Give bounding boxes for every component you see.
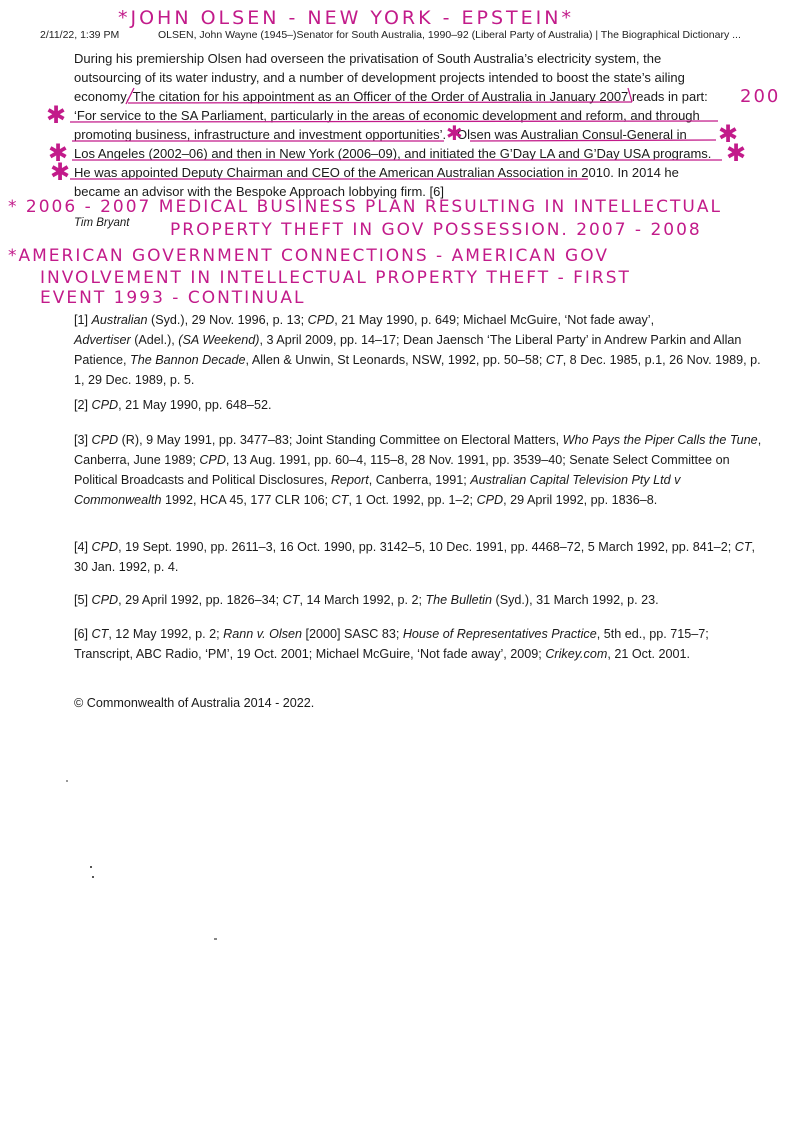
ref-text: , 19 Sept. 1990, pp. 2611–3, 16 Oct. 1990, pp. 3142–5, 10 Dec. 1991, pp. 4468–72, 5 March 1992, pp. 841–2;: [118, 540, 735, 554]
body-line-1: During his premiership Olsen had overseen the privatisation of South Australia’s electricity system, the: [74, 51, 662, 66]
ref-text: CPD: [476, 493, 504, 507]
scan-speck: [90, 866, 92, 868]
asterisk-mark: ✱: [718, 121, 739, 148]
underline: [128, 102, 632, 103]
ref-text: , 8 Dec. 1985, p.1, 26 Nov. 1989, p. 1, 29 Dec. 1989, p. 5.: [74, 353, 761, 387]
ref-text: , 14 March 1992, p. 2;: [299, 593, 426, 607]
ref-text: , 21 May 1990, pp. 648–52.: [118, 398, 272, 412]
asterisk-mark: ✱: [446, 123, 463, 145]
ref-text: (SA Weekend): [178, 333, 260, 347]
author-name: Tim Bryant: [74, 217, 130, 229]
ref-text: , Canberra, 1991;: [368, 473, 471, 487]
insert-caret: [628, 88, 632, 102]
ref-text: The Bulletin: [425, 593, 492, 607]
ref-number: [2]: [74, 398, 92, 412]
ref-number: [1]: [74, 313, 92, 327]
ref-text: Rann v. Olsen: [223, 627, 303, 641]
handwritten-note-3: *AMERICAN GOVERNMENT CONNECTIONS - AMERICAN GOV: [8, 246, 609, 266]
print-page-title: OLSEN, John Wayne (1945–)Senator for South Australia, 1990–92 (Liberal Party of Australia) | The Biographical Dictionary ...: [158, 29, 741, 41]
body-text: promoting business, infrastructure and investment opportunities’.: [74, 127, 447, 142]
asterisk-mark: ✱: [726, 140, 747, 167]
body-text: Olsen was Australian Consul-General in: [456, 127, 687, 142]
ref-text: Australian Capital Television Pty Ltd v Commonwealth: [74, 473, 681, 507]
handwritten-title: *JOHN OLSEN - NEW YORK - EPSTEIN*: [118, 7, 574, 29]
insert-caret: [126, 88, 134, 104]
body-line-8: became an advisor with the Bespoke Approach lobbying firm. [6]: [74, 184, 444, 199]
body-text: In 2014 he: [617, 165, 679, 180]
ref-text: , 12 May 1992, p. 2;: [108, 627, 224, 641]
asterisk-mark: ✱: [50, 159, 71, 186]
underline: [470, 140, 716, 141]
scan-speck: [214, 938, 217, 940]
handwritten-note-5: EVENT 1993 - CONTINUAL: [40, 288, 306, 308]
body-text: economy.: [74, 89, 130, 104]
ref-text: , 13 Aug. 1991, pp. 60–4, 115–8, 28 Nov. 1991, pp. 3539–40; Senate Select Committee on Political Broadcasts and Political Disclosures,: [74, 453, 730, 487]
ref-text: CPD: [199, 453, 226, 467]
ref-text: CT: [734, 540, 752, 554]
ref-text: Australian: [91, 313, 148, 327]
print-datetime: 2/11/22, 1:39 PM: [40, 29, 120, 41]
ref-number: [6]: [74, 627, 92, 641]
ref-text: CT: [91, 627, 109, 641]
ref-text: , 5th ed., pp. 715–7; Transcript, ABC Radio, ‘PM’, 19 Oct. 2001; Michael McGuire, ‘Not fade away’, 2009;: [74, 627, 709, 661]
ref-text: (R), 9 May 1991, pp. 3477–83; Joint Standing Committee on Electoral Matters,: [118, 433, 563, 447]
reference-6: [74, 624, 764, 664]
body-text: reads in part:: [631, 89, 708, 104]
ref-text: The Bannon Decade: [130, 353, 246, 367]
ref-text: CPD: [307, 313, 335, 327]
handwritten-note-2: PROPERTY THEFT IN GOV POSSESSION. 2007 - 2008: [170, 220, 702, 240]
handwritten-note-1: * 2006 - 2007 MEDICAL BUSINESS PLAN RESULTING IN INTELLECTUAL: [8, 197, 722, 217]
asterisk-mark: ✱: [46, 102, 67, 129]
scan-speck: [92, 876, 94, 878]
copyright: © Commonwealth of Australia 2014 - 2022.: [74, 696, 315, 710]
body-text: He was appointed Deputy Chairman and CEO of the American Australian Association in 2010.: [74, 165, 614, 180]
ref-text: Report: [330, 473, 369, 487]
asterisk-mark: ✱: [48, 140, 69, 167]
reference-4: [74, 537, 764, 577]
ref-text: , 1 Oct. 1992, pp. 1–2;: [348, 493, 477, 507]
ref-text: 1992, HCA 45, 177 CLR 106;: [161, 493, 332, 507]
ref-text: [2000] SASC 83;: [302, 627, 403, 641]
underline: [70, 121, 718, 122]
ref-text: (Adel.),: [130, 333, 179, 347]
ref-text: CT: [331, 493, 349, 507]
ref-number: [5]: [74, 593, 92, 607]
margin-note: 200: [740, 86, 781, 107]
ref-text: House of Representatives Practice: [402, 627, 597, 641]
ref-text: CT: [545, 353, 563, 367]
reference-1: [74, 310, 764, 390]
ref-text: , 21 Oct. 2001.: [607, 647, 690, 661]
ref-text: Crikey.com: [545, 647, 608, 661]
ref-text: Advertiser: [74, 333, 131, 347]
ref-text: , 21 May 1990, p. 649; Michael McGuire, ‘Not fade away’,: [334, 313, 655, 327]
body-line-4: ‘For service to the SA Parliament, particularly in the areas of economic development and reform, and through: [74, 108, 700, 123]
ref-number: [4]: [74, 540, 92, 554]
body-line-2: outsourcing of its water industry, and a number of development projects intended to boost the state’s ailing: [74, 70, 685, 85]
ref-text: , Canberra, June 1989;: [74, 433, 762, 467]
scan-speck: [66, 780, 68, 782]
handwritten-note-4: INVOLVEMENT IN INTELLECTUAL PROPERTY THEFT - FIRST: [40, 268, 631, 288]
ref-number: [3]: [74, 433, 92, 447]
ref-text: , 29 April 1992, pp. 1836–8.: [503, 493, 658, 507]
ref-text: Who Pays the Piper Calls the Tune: [562, 433, 758, 447]
ref-text: CT: [282, 593, 300, 607]
ref-text: CPD: [91, 398, 119, 412]
ref-text: (Syd.), 29 Nov. 1996, p. 13;: [147, 313, 308, 327]
body-line-6: Los Angeles (2002–06) and then in New York (2006–09), and initiated the G’Day LA and G’Day USA programs.: [74, 146, 712, 161]
body-text-underlined: The citation for his appointment as an Officer of the Order of Australia in January 2007: [132, 89, 629, 104]
reference-5: [74, 590, 764, 610]
ref-text: , 29 April 1992, pp. 1826–34;: [118, 593, 283, 607]
ref-text: (Syd.), 31 March 1992, p. 23.: [492, 593, 659, 607]
ref-text: CPD: [91, 433, 119, 447]
ref-text: CPD: [91, 593, 119, 607]
ref-text: , 3 April 2009, pp. 14–17; Dean Jaensch ‘The Liberal Party’ in Andrew Parkin and Allan Patience,: [74, 333, 742, 367]
reference-2: [74, 395, 764, 415]
ref-text: , 30 Jan. 1992, p. 4.: [74, 540, 756, 574]
ref-text: CPD: [91, 540, 119, 554]
ref-text: , Allen & Unwin, St Leonards, NSW, 1992, pp. 50–58;: [245, 353, 546, 367]
reference-3: [74, 430, 764, 510]
